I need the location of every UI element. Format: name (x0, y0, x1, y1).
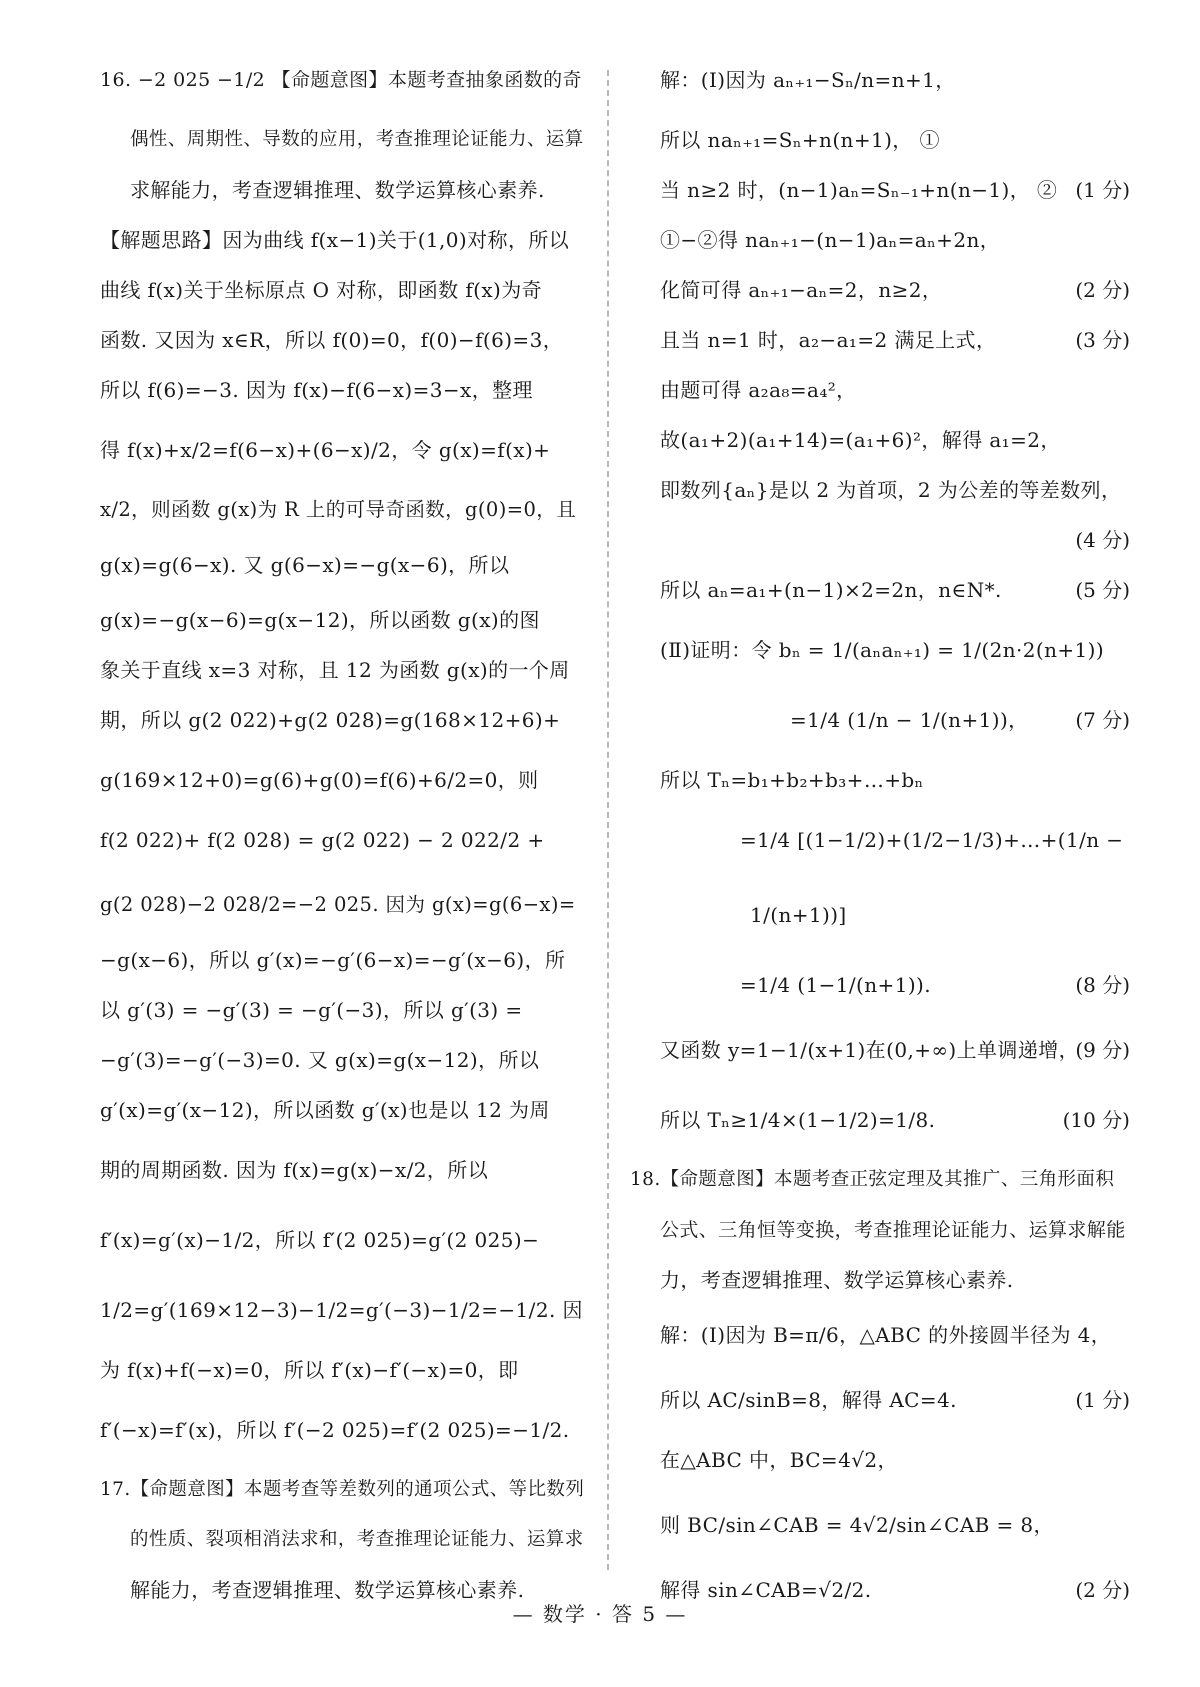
text-line: 且当 n=1 时，a₂−a₁=2 满足上式， (660, 328, 997, 352)
score-label: (4 分) (1075, 528, 1130, 552)
text-line: 1/2=g′(169×12−3)−1/2=g′(−3)−1/2=−1/2. 因 (100, 1298, 583, 1322)
text-line: 【解题思路】因为曲线 f(x−1)关于(1,0)对称，所以 (100, 228, 570, 252)
text-line: 则 BC/sin∠CAB = 4√2/sin∠CAB = 8， (660, 1513, 1054, 1537)
text-line: f(2 022)+ f(2 028) = g(2 022) − 2 022/2 + (100, 828, 545, 852)
text-line: 所以 Tₙ=b₁+b₂+b₃+…+bₙ (660, 768, 924, 792)
text-line: 解得 sin∠CAB=√2/2. (660, 1578, 872, 1602)
text-line: 由题可得 a₂a₈=a₄²， (660, 378, 857, 402)
text-line: 当 n≥2 时，(n−1)aₙ=Sₙ₋₁+n(n−1)， ② (660, 178, 1058, 202)
score-label: (1 分) (1075, 178, 1130, 202)
text-line: g(169×12+0)=g(6)+g(0)=f(6)+6/2=0，则 (100, 768, 539, 792)
text-line: g(x)=−g(x−6)=g(x−12)，所以函数 g(x)的图 (100, 608, 540, 632)
score-label: (10 分) (1062, 1108, 1130, 1132)
text-line: 在△ABC 中，BC=4√2， (660, 1448, 898, 1472)
text-line: 解：(Ⅰ)因为 aₙ₊₁−Sₙ/n=n+1， (660, 68, 956, 92)
text-line: 所以 aₙ=a₁+(n−1)×2=2n，n∈N*. (660, 578, 1002, 602)
text-line: =1/4 (1−1/(n+1)). (740, 973, 931, 997)
text-line: 1/(n+1))] (750, 903, 847, 927)
text-line: 解能力，考查逻辑推理、数学运算核心素养. (130, 1578, 525, 1602)
text-line: 所以 Tₙ≥1/4×(1−1/2)=1/8. (660, 1108, 936, 1132)
text-line: ①−②得 naₙ₊₁−(n−1)aₙ=aₙ+2n， (660, 228, 1001, 252)
text-line: 故(a₁+2)(a₁+14)=(a₁+6)²，解得 a₁=2， (660, 428, 1061, 452)
text-line: −g(x−6)，所以 g′(x)=−g′(6−x)=−g′(x−6)，所 (100, 948, 566, 972)
score-label: (7 分) (1075, 708, 1130, 732)
score-label: (2 分) (1075, 278, 1130, 302)
score-label: (2 分) (1075, 1578, 1130, 1602)
page-footer: — 数学 · 答 5 — (512, 1602, 688, 1626)
text-line: 即数列{aₙ}是以 2 为首项，2 为公差的等差数列， (660, 478, 1122, 502)
text-line: 又函数 y=1−1/(x+1)在(0,+∞)上单调递增， (660, 1038, 1080, 1062)
text-line: g(2 028)−2 028/2=−2 025. 因为 g(x)=g(6−x)= (100, 893, 576, 916)
score-label: (8 分) (1075, 973, 1130, 997)
text-line: 得 f(x)+x/2=f(6−x)+(6−x)/2，令 g(x)=f(x)+ (100, 438, 551, 462)
text-line: −g′(3)=−g′(−3)=0. 又 g(x)=g(x−12)，所以 (100, 1048, 540, 1072)
text-line: 期的周期函数. 因为 f(x)=g(x)−x/2，所以 (100, 1158, 489, 1182)
score-label: (5 分) (1075, 578, 1130, 602)
text-line: 18.【命题意图】本题考查正弦定理及其推广、三角形面积 (630, 1169, 1115, 1190)
text-line: 力，考查逻辑推理、数学运算核心素养. (660, 1268, 1014, 1292)
text-line: 期，所以 g(2 022)+g(2 028)=g(168×12+6)+ (100, 708, 561, 732)
text-line: 所以 f(6)=−3. 因为 f(x)−f(6−x)=3−x，整理 (100, 378, 533, 402)
text-line: 曲线 f(x)关于坐标原点 O 对称，即函数 f(x)为奇 (100, 278, 542, 302)
text-line: 解：(Ⅰ)因为 B=π/6，△ABC 的外接圆半径为 4， (660, 1323, 1112, 1347)
text-line: 为 f(x)+f(−x)=0，所以 f′(x)−f′(−x)=0，即 (100, 1358, 519, 1382)
text-line: g(x)=g(6−x). 又 g(6−x)=−g(x−6)，所以 (100, 553, 510, 577)
score-label: (3 分) (1075, 328, 1130, 352)
text-line: 的性质、裂项相消法求和，考查推理论证能力、运算求 (130, 1529, 584, 1550)
text-line: 17.【命题意图】本题考查等差数列的通项公式、等比数列 (100, 1479, 585, 1500)
score-label: (9 分) (1075, 1038, 1130, 1062)
score-label: (1 分) (1075, 1388, 1130, 1412)
column-divider (607, 70, 609, 1570)
text-line: 以 g′(3) = −g′(3) = −g′(−3)，所以 g′(3) = (100, 998, 523, 1022)
text-line: =1/4 (1/n − 1/(n+1))， (790, 708, 1029, 732)
text-line: (Ⅱ)证明：令 bₙ = 1/(aₙaₙ₊₁) = 1/(2n·2(n+1)) (660, 638, 1105, 662)
text-line: 所以 AC/sinB=8，解得 AC=4. (660, 1388, 957, 1412)
text-line: 所以 naₙ₊₁=Sₙ+n(n+1)， ① (660, 128, 940, 152)
text-line: 偶性、周期性、导数的应用，考查推理论证能力、运算 (130, 129, 584, 150)
text-line: 公式、三角恒等变换，考查推理论证能力、运算求解能 (660, 1219, 1126, 1241)
text-line: f′(−x)=f′(x)，所以 f′(−2 025)=f′(2 025)=−1/2. (100, 1418, 570, 1442)
text-line: f′(x)=g′(x)−1/2，所以 f′(2 025)=g′(2 025)− (100, 1228, 540, 1252)
text-line: =1/4 [(1−1/2)+(1/2−1/3)+…+(1/n − (740, 828, 1124, 852)
text-line: g′(x)=g′(x−12)，所以函数 g′(x)也是以 12 为周 (100, 1098, 550, 1122)
text-line: x/2，则函数 g(x)为 R 上的可导奇函数，g(0)=0，且 (100, 498, 577, 521)
text-line: 函数. 又因为 x∈R，所以 f(0)=0，f(0)−f(6)=3， (100, 328, 564, 352)
text-line: 求解能力，考查逻辑推理、数学运算核心素养. (130, 178, 545, 202)
text-line: 象关于直线 x=3 对称，且 12 为函数 g(x)的一个周 (100, 658, 570, 682)
text-line: 16. −2 025 −1/2 【命题意图】本题考查抽象函数的奇 (100, 69, 582, 91)
text-line: 化简可得 aₙ₊₁−aₙ=2，n≥2， (660, 278, 943, 302)
